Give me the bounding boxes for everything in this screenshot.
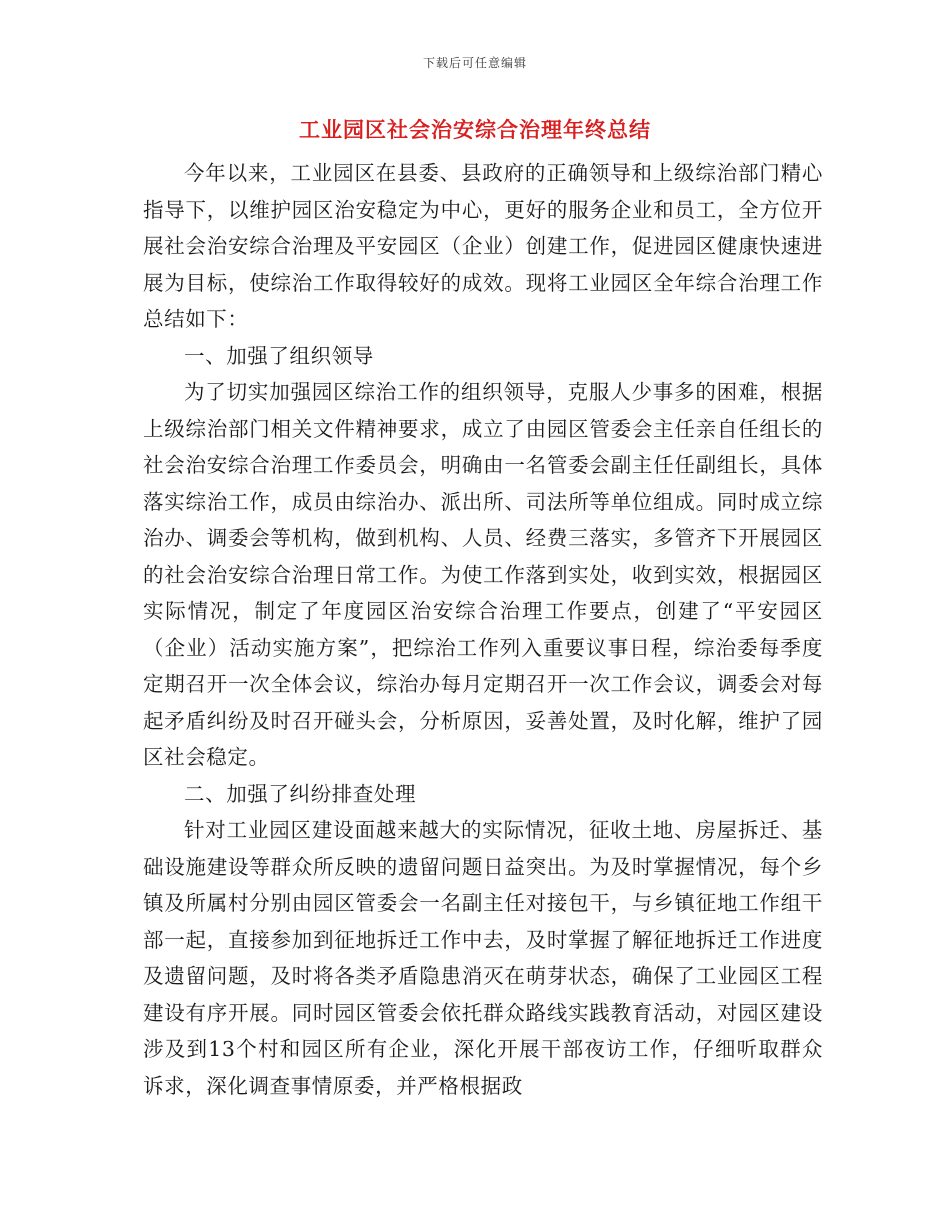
section-heading-1: 一、加强了组织领导 <box>184 343 374 368</box>
paragraph-section-1: 为了切实加强园区综治工作的组织领导，克服人少事多的困难，根据上级综治部门相关文件精神要求，成立了由园区管委会主任亲自任组长的社会治安综合治理工作委员会，明确由一名管委会副主任任副组长，具体落实综治工作，成员由综治办、派出所、司法所等单位组成。同时成立综治办、调委会等机构，做到机构、人员、经费三落实，多管齐下开展园区的社会治安综合治理日常工作。为使工作落到实处，收到实效，根据园区实际情况，制定了年度园区治安综合治理工作要点，创建了“平安园区（企业）活动实施方案”，把综治工作列入重要议事日程，综治委每季度定期召开一次全体会议，综治办每月定期召开一次工作会议，调委会对每起矛盾纠纷及时召开碰头会，分析原因，妥善处置，及时化解，维护了园区社会稳定。 <box>143 380 823 769</box>
paragraph-intro: 今年以来，工业园区在县委、县政府的正确领导和上级综治部门精心指导下，以维护园区治安稳定为中心，更好的服务企业和员工，全方位开展社会治安综合治理及平安园区（企业）创建工作，促进园区健康快速进展为目标，使综治工作取得较好的成效。现将工业园区全年综合治理工作总结如下： <box>143 161 823 331</box>
header-note: 下载后可任意编辑 <box>422 56 527 70</box>
paragraph-section-2: 针对工业园区建设面越来越大的实际情况，征收土地、房屋拆迁、基础设施建设等群众所反映的遗留问题日益突出。为及时掌握情况，每个乡镇及所属村分别由园区管委会一名副主任对接包干，与乡镇征地工作组干部一起，直接参加到征地拆迁工作中去，及时掌握了解征地拆迁工作进度及遗留问题，及时将各类矛盾隐患消灭在萌芽状态，确保了工业园区工程建设有序开展。同时园区管委会依托群众路线实践教育活动，对园区建设涉及到13个村和园区所有企业，深化开展干部夜访工作，仔细听取群众诉求，深化调查事情原委，并严格根据政 <box>143 818 823 1098</box>
section-heading-2: 二、加强了纠纷排查处理 <box>184 781 417 806</box>
document-body <box>143 155 823 1104</box>
document-title: 工业园区社会治安综合治理年终总结 <box>299 117 651 142</box>
